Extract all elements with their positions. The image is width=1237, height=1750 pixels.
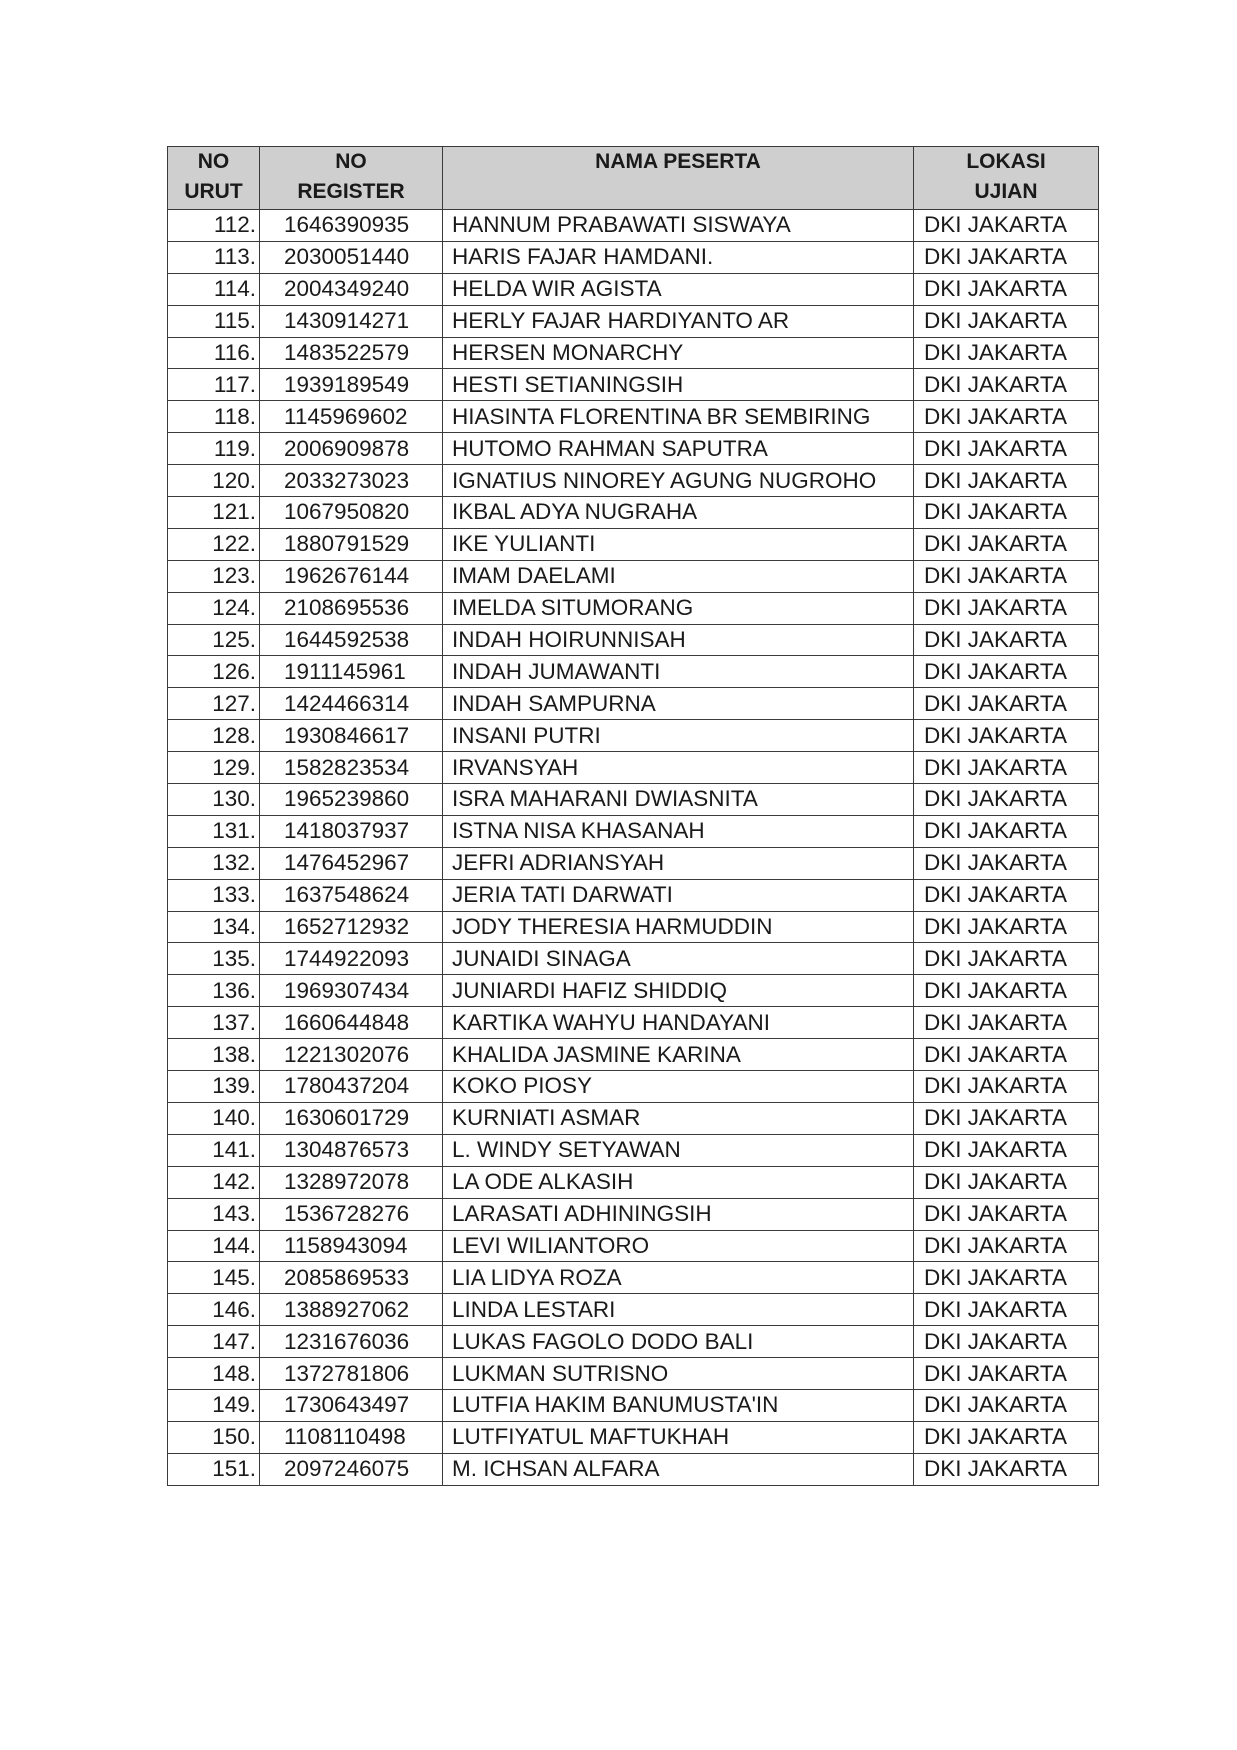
- cell-no-register: 1221302076: [260, 1039, 443, 1071]
- cell-lokasi-ujian: DKI JAKARTA: [914, 1262, 1099, 1294]
- cell-nama-peserta: IRVANSYAH: [443, 752, 914, 784]
- participant-table: [167, 146, 1099, 1486]
- table-row: [168, 1166, 1099, 1198]
- table-row: [168, 273, 1099, 305]
- cell-lokasi-ujian: DKI JAKARTA: [914, 337, 1099, 369]
- header-row: [168, 147, 1099, 210]
- table-row: [168, 784, 1099, 816]
- cell-no-urut: 140.: [168, 1102, 260, 1134]
- table-row: [168, 497, 1099, 529]
- cell-nama-peserta: IKE YULIANTI: [443, 528, 914, 560]
- cell-no-register: 1637548624: [260, 879, 443, 911]
- header-nama-peserta-label: NAMA PESERTA: [595, 150, 761, 173]
- cell-lokasi-ujian: DKI JAKARTA: [914, 815, 1099, 847]
- cell-lokasi-ujian: DKI JAKARTA: [914, 943, 1099, 975]
- cell-no-urut: 129.: [168, 752, 260, 784]
- cell-nama-peserta: ISTNA NISA KHASANAH: [443, 815, 914, 847]
- cell-no-urut: 144.: [168, 1230, 260, 1262]
- cell-nama-peserta: KOKO PIOSY: [443, 1071, 914, 1103]
- cell-nama-peserta: KURNIATI ASMAR: [443, 1102, 914, 1134]
- cell-lokasi-ujian: DKI JAKARTA: [914, 784, 1099, 816]
- cell-nama-peserta: JEFRI ADRIANSYAH: [443, 847, 914, 879]
- header-no-urut-line2: URUT: [184, 180, 243, 203]
- cell-no-urut: 128.: [168, 720, 260, 752]
- cell-no-register: 2030051440: [260, 241, 443, 273]
- cell-nama-peserta: M. ICHSAN ALFARA: [443, 1453, 914, 1485]
- cell-nama-peserta: HARIS FAJAR HAMDANI.: [443, 241, 914, 273]
- cell-lokasi-ujian: DKI JAKARTA: [914, 273, 1099, 305]
- cell-lokasi-ujian: DKI JAKARTA: [914, 465, 1099, 497]
- table-row: [168, 592, 1099, 624]
- cell-no-urut: 151.: [168, 1453, 260, 1485]
- cell-no-register: 1646390935: [260, 210, 443, 242]
- cell-nama-peserta: ISRA MAHARANI DWIASNITA: [443, 784, 914, 816]
- cell-nama-peserta: INDAH JUMAWANTI: [443, 656, 914, 688]
- cell-no-urut: 122.: [168, 528, 260, 560]
- table-body: [168, 210, 1099, 1486]
- table-row: [168, 1262, 1099, 1294]
- cell-no-register: 1630601729: [260, 1102, 443, 1134]
- cell-no-urut: 117.: [168, 369, 260, 401]
- table-row: [168, 879, 1099, 911]
- cell-nama-peserta: IMAM DAELAMI: [443, 560, 914, 592]
- cell-nama-peserta: LUTFIYATUL MAFTUKHAH: [443, 1421, 914, 1453]
- cell-lokasi-ujian: DKI JAKARTA: [914, 1039, 1099, 1071]
- table-row: [168, 305, 1099, 337]
- table-row: [168, 401, 1099, 433]
- cell-nama-peserta: LEVI WILIANTORO: [443, 1230, 914, 1262]
- cell-lokasi-ujian: DKI JAKARTA: [914, 1134, 1099, 1166]
- cell-no-urut: 138.: [168, 1039, 260, 1071]
- cell-no-register: 1660644848: [260, 1007, 443, 1039]
- cell-no-urut: 125.: [168, 624, 260, 656]
- cell-nama-peserta: KHALIDA JASMINE KARINA: [443, 1039, 914, 1071]
- cell-no-urut: 130.: [168, 784, 260, 816]
- table-row: [168, 241, 1099, 273]
- table-row: [168, 465, 1099, 497]
- cell-lokasi-ujian: DKI JAKARTA: [914, 975, 1099, 1007]
- table-row: [168, 1358, 1099, 1390]
- cell-nama-peserta: INSANI PUTRI: [443, 720, 914, 752]
- table-row: [168, 1134, 1099, 1166]
- cell-nama-peserta: JERIA TATI DARWATI: [443, 879, 914, 911]
- cell-no-urut: 148.: [168, 1358, 260, 1390]
- cell-no-urut: 123.: [168, 560, 260, 592]
- cell-lokasi-ujian: DKI JAKARTA: [914, 1230, 1099, 1262]
- header-no-register: [260, 147, 443, 210]
- cell-nama-peserta: LA ODE ALKASIH: [443, 1166, 914, 1198]
- cell-no-urut: 112.: [168, 210, 260, 242]
- cell-no-register: 1418037937: [260, 815, 443, 847]
- cell-no-register: 2004349240: [260, 273, 443, 305]
- cell-no-register: 2033273023: [260, 465, 443, 497]
- cell-lokasi-ujian: DKI JAKARTA: [914, 1166, 1099, 1198]
- table-row: [168, 688, 1099, 720]
- cell-nama-peserta: LINDA LESTARI: [443, 1294, 914, 1326]
- cell-lokasi-ujian: DKI JAKARTA: [914, 1071, 1099, 1103]
- table-row: [168, 433, 1099, 465]
- cell-nama-peserta: LUTFIA HAKIM BANUMUSTA'IN: [443, 1389, 914, 1421]
- header-nama-peserta: [443, 147, 914, 210]
- cell-no-register: 1582823534: [260, 752, 443, 784]
- table-row: [168, 752, 1099, 784]
- cell-no-urut: 113.: [168, 241, 260, 273]
- cell-no-register: 1231676036: [260, 1326, 443, 1358]
- cell-lokasi-ujian: DKI JAKARTA: [914, 911, 1099, 943]
- table-row: [168, 815, 1099, 847]
- cell-nama-peserta: HUTOMO RAHMAN SAPUTRA: [443, 433, 914, 465]
- cell-lokasi-ujian: DKI JAKARTA: [914, 1294, 1099, 1326]
- table-row: [168, 1230, 1099, 1262]
- cell-lokasi-ujian: DKI JAKARTA: [914, 879, 1099, 911]
- cell-lokasi-ujian: DKI JAKARTA: [914, 528, 1099, 560]
- cell-lokasi-ujian: DKI JAKARTA: [914, 401, 1099, 433]
- cell-no-urut: 146.: [168, 1294, 260, 1326]
- table-row: [168, 1421, 1099, 1453]
- cell-no-register: 1483522579: [260, 337, 443, 369]
- table-row: [168, 528, 1099, 560]
- table-row: [168, 1326, 1099, 1358]
- cell-no-urut: 127.: [168, 688, 260, 720]
- cell-lokasi-ujian: DKI JAKARTA: [914, 1453, 1099, 1485]
- cell-no-urut: 126.: [168, 656, 260, 688]
- cell-nama-peserta: KARTIKA WAHYU HANDAYANI: [443, 1007, 914, 1039]
- cell-no-urut: 124.: [168, 592, 260, 624]
- header-lokasi-ujian-line1: LOKASI: [966, 150, 1046, 173]
- cell-no-register: 1372781806: [260, 1358, 443, 1390]
- cell-lokasi-ujian: DKI JAKARTA: [914, 369, 1099, 401]
- cell-nama-peserta: INDAH SAMPURNA: [443, 688, 914, 720]
- cell-nama-peserta: LUKMAN SUTRISNO: [443, 1358, 914, 1390]
- header-lokasi-ujian: [914, 147, 1099, 210]
- cell-nama-peserta: HERSEN MONARCHY: [443, 337, 914, 369]
- header-no-urut-line1: NO: [197, 150, 230, 173]
- cell-no-urut: 114.: [168, 273, 260, 305]
- cell-nama-peserta: L. WINDY SETYAWAN: [443, 1134, 914, 1166]
- cell-no-register: 1744922093: [260, 943, 443, 975]
- cell-no-urut: 137.: [168, 1007, 260, 1039]
- cell-nama-peserta: JODY THERESIA HARMUDDIN: [443, 911, 914, 943]
- cell-nama-peserta: HESTI SETIANINGSIH: [443, 369, 914, 401]
- cell-no-register: 1880791529: [260, 528, 443, 560]
- cell-no-register: 2108695536: [260, 592, 443, 624]
- header-no-urut: [168, 147, 260, 210]
- cell-no-register: 1644592538: [260, 624, 443, 656]
- cell-lokasi-ujian: DKI JAKARTA: [914, 241, 1099, 273]
- cell-no-register: 2085869533: [260, 1262, 443, 1294]
- cell-no-register: 1067950820: [260, 497, 443, 529]
- cell-no-register: 1652712932: [260, 911, 443, 943]
- cell-no-register: 1424466314: [260, 688, 443, 720]
- table-row: [168, 560, 1099, 592]
- table-row: [168, 720, 1099, 752]
- cell-lokasi-ujian: DKI JAKARTA: [914, 305, 1099, 337]
- cell-no-register: 1304876573: [260, 1134, 443, 1166]
- cell-no-urut: 150.: [168, 1421, 260, 1453]
- cell-no-urut: 133.: [168, 879, 260, 911]
- cell-nama-peserta: LUKAS FAGOLO DODO BALI: [443, 1326, 914, 1358]
- cell-lokasi-ujian: DKI JAKARTA: [914, 1007, 1099, 1039]
- cell-no-urut: 147.: [168, 1326, 260, 1358]
- cell-lokasi-ujian: DKI JAKARTA: [914, 210, 1099, 242]
- cell-lokasi-ujian: DKI JAKARTA: [914, 1389, 1099, 1421]
- cell-no-register: 1962676144: [260, 560, 443, 592]
- table-row: [168, 624, 1099, 656]
- table-row: [168, 1198, 1099, 1230]
- cell-lokasi-ujian: DKI JAKARTA: [914, 720, 1099, 752]
- cell-nama-peserta: HELDA WIR AGISTA: [443, 273, 914, 305]
- cell-no-urut: 134.: [168, 911, 260, 943]
- cell-no-register: 1911145961: [260, 656, 443, 688]
- cell-nama-peserta: HANNUM PRABAWATI SISWAYA: [443, 210, 914, 242]
- cell-no-register: 1965239860: [260, 784, 443, 816]
- cell-lokasi-ujian: DKI JAKARTA: [914, 560, 1099, 592]
- header-no-register-line2: REGISTER: [297, 180, 405, 203]
- table-row: [168, 911, 1099, 943]
- table-row: [168, 847, 1099, 879]
- cell-no-register: 1780437204: [260, 1071, 443, 1103]
- cell-lokasi-ujian: DKI JAKARTA: [914, 433, 1099, 465]
- cell-no-register: 1930846617: [260, 720, 443, 752]
- cell-no-register: 1145969602: [260, 401, 443, 433]
- table-row: [168, 210, 1099, 242]
- cell-lokasi-ujian: DKI JAKARTA: [914, 624, 1099, 656]
- cell-no-urut: 145.: [168, 1262, 260, 1294]
- table-row: [168, 369, 1099, 401]
- cell-no-urut: 118.: [168, 401, 260, 433]
- cell-lokasi-ujian: DKI JAKARTA: [914, 1102, 1099, 1134]
- cell-no-register: 1108110498: [260, 1421, 443, 1453]
- cell-lokasi-ujian: DKI JAKARTA: [914, 1326, 1099, 1358]
- cell-no-urut: 121.: [168, 497, 260, 529]
- cell-no-register: 1158943094: [260, 1230, 443, 1262]
- cell-no-urut: 119.: [168, 433, 260, 465]
- table-header: [168, 147, 1099, 210]
- cell-nama-peserta: IKBAL ADYA NUGRAHA: [443, 497, 914, 529]
- cell-lokasi-ujian: DKI JAKARTA: [914, 688, 1099, 720]
- cell-no-urut: 136.: [168, 975, 260, 1007]
- table-row: [168, 1007, 1099, 1039]
- cell-lokasi-ujian: DKI JAKARTA: [914, 847, 1099, 879]
- table-row: [168, 943, 1099, 975]
- cell-no-register: 1536728276: [260, 1198, 443, 1230]
- cell-no-urut: 135.: [168, 943, 260, 975]
- cell-no-urut: 132.: [168, 847, 260, 879]
- cell-nama-peserta: LIA LIDYA ROZA: [443, 1262, 914, 1294]
- cell-no-urut: 131.: [168, 815, 260, 847]
- table-row: [168, 337, 1099, 369]
- cell-nama-peserta: IGNATIUS NINOREY AGUNG NUGROHO: [443, 465, 914, 497]
- cell-no-urut: 120.: [168, 465, 260, 497]
- cell-lokasi-ujian: DKI JAKARTA: [914, 1198, 1099, 1230]
- table-row: [168, 1294, 1099, 1326]
- cell-no-register: 1328972078: [260, 1166, 443, 1198]
- cell-no-urut: 139.: [168, 1071, 260, 1103]
- table-row: [168, 1102, 1099, 1134]
- table-row: [168, 1389, 1099, 1421]
- cell-no-urut: 142.: [168, 1166, 260, 1198]
- cell-no-register: 1388927062: [260, 1294, 443, 1326]
- cell-lokasi-ujian: DKI JAKARTA: [914, 656, 1099, 688]
- cell-no-urut: 149.: [168, 1389, 260, 1421]
- cell-lokasi-ujian: DKI JAKARTA: [914, 1421, 1099, 1453]
- cell-no-register: 1730643497: [260, 1389, 443, 1421]
- cell-nama-peserta: LARASATI ADHININGSIH: [443, 1198, 914, 1230]
- cell-no-urut: 116.: [168, 337, 260, 369]
- cell-nama-peserta: IMELDA SITUMORANG: [443, 592, 914, 624]
- cell-no-urut: 143.: [168, 1198, 260, 1230]
- table-row: [168, 1071, 1099, 1103]
- cell-nama-peserta: HERLY FAJAR HARDIYANTO AR: [443, 305, 914, 337]
- table-row: [168, 1453, 1099, 1485]
- cell-nama-peserta: HIASINTA FLORENTINA BR SEMBIRING: [443, 401, 914, 433]
- cell-nama-peserta: JUNIARDI HAFIZ SHIDDIQ: [443, 975, 914, 1007]
- cell-nama-peserta: INDAH HOIRUNNISAH: [443, 624, 914, 656]
- cell-lokasi-ujian: DKI JAKARTA: [914, 592, 1099, 624]
- cell-no-register: 1476452967: [260, 847, 443, 879]
- cell-lokasi-ujian: DKI JAKARTA: [914, 752, 1099, 784]
- cell-no-urut: 115.: [168, 305, 260, 337]
- cell-no-register: 1430914271: [260, 305, 443, 337]
- cell-no-register: 1969307434: [260, 975, 443, 1007]
- cell-no-urut: 141.: [168, 1134, 260, 1166]
- cell-nama-peserta: JUNAIDI SINAGA: [443, 943, 914, 975]
- cell-lokasi-ujian: DKI JAKARTA: [914, 497, 1099, 529]
- table-row: [168, 975, 1099, 1007]
- cell-lokasi-ujian: DKI JAKARTA: [914, 1358, 1099, 1390]
- cell-no-register: 1939189549: [260, 369, 443, 401]
- header-no-register-line1: NO: [335, 150, 367, 173]
- cell-no-register: 2097246075: [260, 1453, 443, 1485]
- header-lokasi-ujian-line2: UJIAN: [974, 180, 1038, 203]
- cell-no-register: 2006909878: [260, 433, 443, 465]
- table-row: [168, 656, 1099, 688]
- table-row: [168, 1039, 1099, 1071]
